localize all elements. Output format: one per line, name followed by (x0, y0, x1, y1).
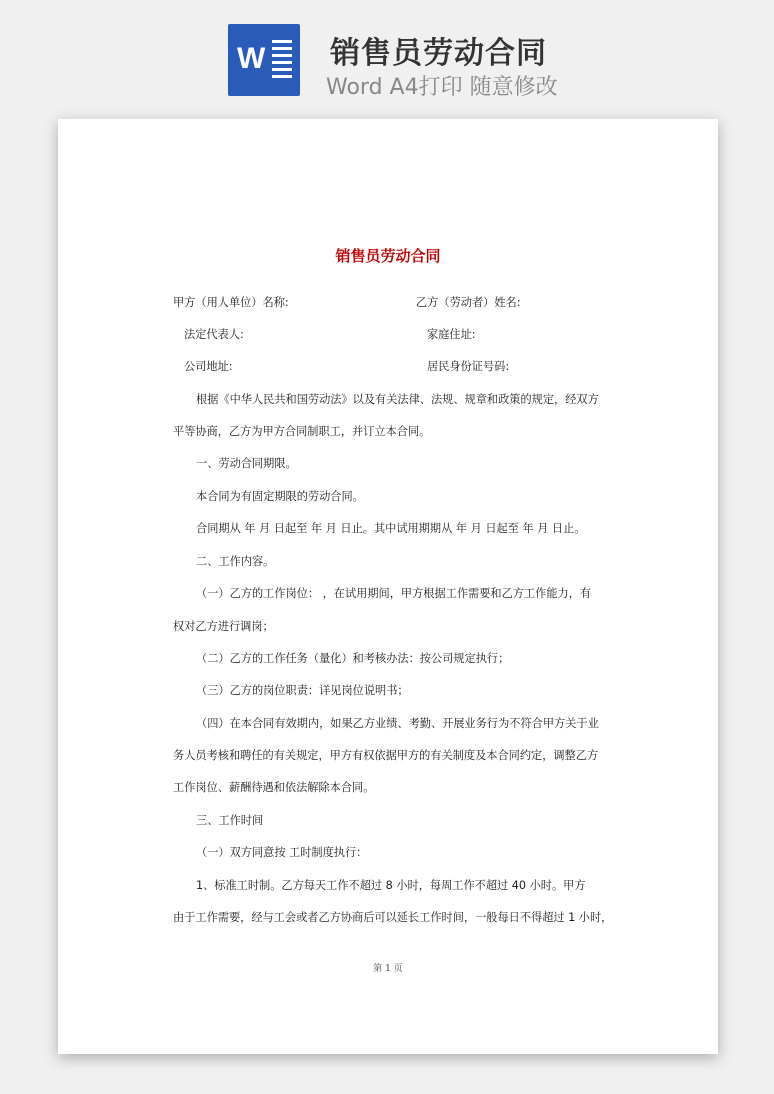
intro-paragraph-line-1: 根据《中华人民共和国劳动法》以及有关法律、法规、规章和政策的规定，经双方 (196, 393, 599, 406)
banner-title: 销售员劳动合同 (330, 36, 547, 71)
id-number-label: 居民身份证号码: (427, 360, 510, 373)
banner-subtitle: Word A4打印 随意修改 (326, 75, 558, 100)
document-title: 销售员劳动合同 (335, 247, 441, 265)
company-address-label: 公司地址: (184, 360, 233, 373)
section-3-paragraph-1-line-1: 1、标准工时制。乙方每天工作不超过 8 小时，每周工作不超过 40 小时。甲方 (196, 879, 586, 892)
section-3-heading: 三、工作时间 (196, 814, 264, 827)
intro-paragraph-line-2: 平等协商，乙方为甲方合同制职工，并订立本合同。 (173, 425, 431, 438)
section-2-item-4-line-2: 务人员考核和聘任的有关规定，甲方有权依据甲方的有关制度及本合同约定，调整乙方 (173, 749, 599, 762)
section-1-paragraph-1: 本合同为有固定期限的劳动合同。 (196, 490, 364, 503)
section-2-item-2: （二）乙方的工作任务（量化）和考核办法：按公司规定执行； (196, 652, 510, 665)
section-2-item-4-line-1: （四）在本合同有效期内，如果乙方业绩、考勤、开展业务行为不符合甲方关于业 (196, 717, 599, 730)
document-page (58, 119, 718, 1054)
section-1-paragraph-2: 合同期从 年 月 日起至 年 月 日止。其中试用期期从 年 月 日起至 年 月 日止。 (196, 522, 586, 535)
party-a-name-label: 甲方（用人单位）名称: (173, 296, 289, 309)
section-2-item-3: （三）乙方的岗位职责：详见岗位说明书； (196, 684, 409, 697)
section-2-heading: 二、工作内容。 (196, 555, 275, 568)
section-2-item-1-line-2: 权对乙方进行调岗； (173, 620, 274, 633)
party-b-name-label: 乙方（劳动者）姓名: (416, 296, 521, 309)
section-3-item-1: （一）双方同意按 工时制度执行： (196, 846, 368, 859)
word-logo-letter: W (237, 42, 266, 75)
page-number-footer: 第 1 页 (373, 964, 403, 974)
word-document-icon (228, 24, 300, 96)
home-address-label: 家庭住址: (427, 328, 476, 341)
legal-representative-label: 法定代表人: (184, 328, 244, 341)
section-1-heading: 一、劳动合同期限。 (196, 457, 297, 470)
section-3-paragraph-1-line-2: 由于工作需要，经与工会或者乙方协商后可以延长工作时间，一般每日不得超过 1 小时， (173, 911, 613, 924)
section-2-item-1-line-1: （一）乙方的工作岗位： ，在试用期间，甲方根据工作需要和乙方工作能力，有 (196, 587, 592, 600)
word-logo-lines (272, 40, 292, 82)
section-2-item-4-line-3: 工作岗位、薪酬待遇和依法解除本合同。 (173, 781, 375, 794)
banner-header (0, 0, 774, 118)
